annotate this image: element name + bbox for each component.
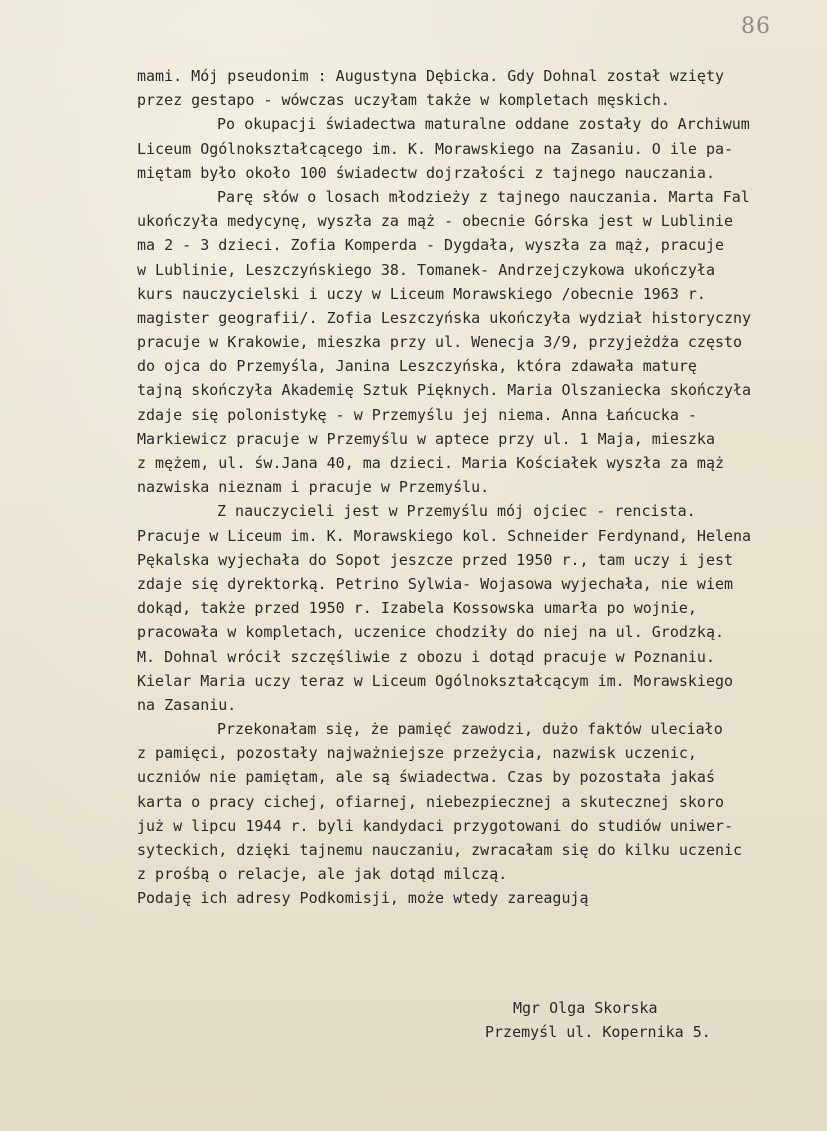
text-line: Z nauczycieli jest w Przemyślu mój ojciec - rencista. <box>217 502 696 521</box>
text-line: magister geografii/. Zofia Leszczyńska ukończyła wydział historyczny <box>137 308 752 327</box>
text-line: pracowała w kompletach, uczenice chodziły do niej na ul. Grodzką. <box>137 623 724 642</box>
text-line: przez gestapo - wówczas uczyłam także w kompletach męskich. <box>137 91 670 110</box>
text-line: już w lipcu 1944 r. byli kandydaci przygotowani do studiów uniwer- <box>137 816 734 835</box>
text-line: zdaje się polonistykę - w Przemyślu jej niema. Anna Łańcucka - <box>137 405 697 424</box>
signature-block <box>485 996 711 1044</box>
text-line: M. Dohnal wrócił szczęśliwie z obozu i dotąd pracuje w Poznaniu. <box>137 647 715 666</box>
letter-body <box>137 64 827 911</box>
text-line: z prośbą o relacje, ale jak dotąd milczą. <box>137 865 508 884</box>
text-line: mami. Mój pseudonim : Augustyna Dębicka. Gdy Dohnal został wzięty <box>137 67 724 85</box>
page-number: 86 <box>741 14 771 39</box>
text-line: ukończyła medycynę, wyszła za mąż - obecnie Górska jest w Lublinie <box>137 212 734 231</box>
text-line: ma 2 - 3 dzieci. Zofia Komperda - Dygdała, wyszła za mąż, pracuje <box>137 236 724 255</box>
text-line: nazwiska nieznam i pracuje w Przemyślu. <box>137 478 490 497</box>
text-line: kurs nauczycielski i uczy w Liceum Morawskiego /obecnie 1963 r. <box>137 284 706 303</box>
text-line: Po okupacji świadectwa maturalne oddane zostały do Archiwum <box>217 115 750 134</box>
text-line: dokąd, także przed 1950 r. Izabela Kossowska umarła po wojnie, <box>137 599 697 618</box>
text-line: z pamięci, pozostały najważniejsze przeżycia, nazwisk uczenic, <box>137 744 697 763</box>
text-line: na Zasaniu. <box>137 695 237 714</box>
text-line: do ojca do Przemyśla, Janina Leszczyńska, która zdawała maturę <box>137 357 697 376</box>
text-line: miętam było około 100 świadectw dojrzałości z tajnego nauczania. <box>137 163 715 182</box>
text-line: Parę słów o losach młodzieży z tajnego nauczania. Marta Fal <box>217 187 750 206</box>
text-line: Markiewicz pracuje w Przemyślu w aptece przy ul. 1 Maja, mieszka <box>137 429 715 448</box>
text-line: uczniów nie pamiętam, ale są świadectwa. Czas by pozostała jakaś <box>137 768 715 787</box>
text-line: Pękalska wyjechała do Sopot jeszcze przed 1950 r., tam uczy i jest <box>137 550 734 569</box>
text-line: zdaje się dyrektorką. Petrino Sylwia- Wojasowa wyjechała, nie wiem <box>137 574 734 593</box>
text-line: w Lublinie, Leszczyńskiego 38. Tomanek- Andrzejczykowa ukończyła <box>137 260 715 279</box>
text-line: Przekonałam się, że pamięć zawodzi, dużo faktów uleciało <box>217 720 723 739</box>
text-line: Kielar Maria uczy teraz w Liceum Ogólnokształcącym im. Morawskiego <box>137 671 734 690</box>
text-line: Liceum Ogólnokształcącego im. K. Morawskiego na Zasaniu. O ile pa- <box>137 139 734 158</box>
text-line: z mężem, ul. św.Jana 40, ma dzieci. Maria Kościałek wyszła za mąż <box>137 454 724 472</box>
signature-address: Przemyśl ul. Kopernika 5. <box>485 1023 711 1042</box>
text-line: karta o pracy cichej, ofiarnej, niebezpiecznej a skutecznej skoro <box>137 792 724 811</box>
text-line: tajną skończyła Akademię Sztuk Pięknych. Maria Olszaniecka skończyła <box>137 381 752 400</box>
text-line: Pracuje w Liceum im. K. Morawskiego kol. Schneider Ferdynand, Helena <box>137 526 752 545</box>
text-line: pracuje w Krakowie, mieszka przy ul. Wenecja 3/9, przyjeżdża często <box>137 333 743 352</box>
text-line: Podaję ich adresy Podkomisji, może wtedy zareagują <box>137 889 589 908</box>
text-line: syteckich, dzięki tajnemu nauczaniu, zwracałam się do kilku uczenic <box>137 841 743 859</box>
signature-name: Mgr Olga Skorska <box>513 999 658 1017</box>
